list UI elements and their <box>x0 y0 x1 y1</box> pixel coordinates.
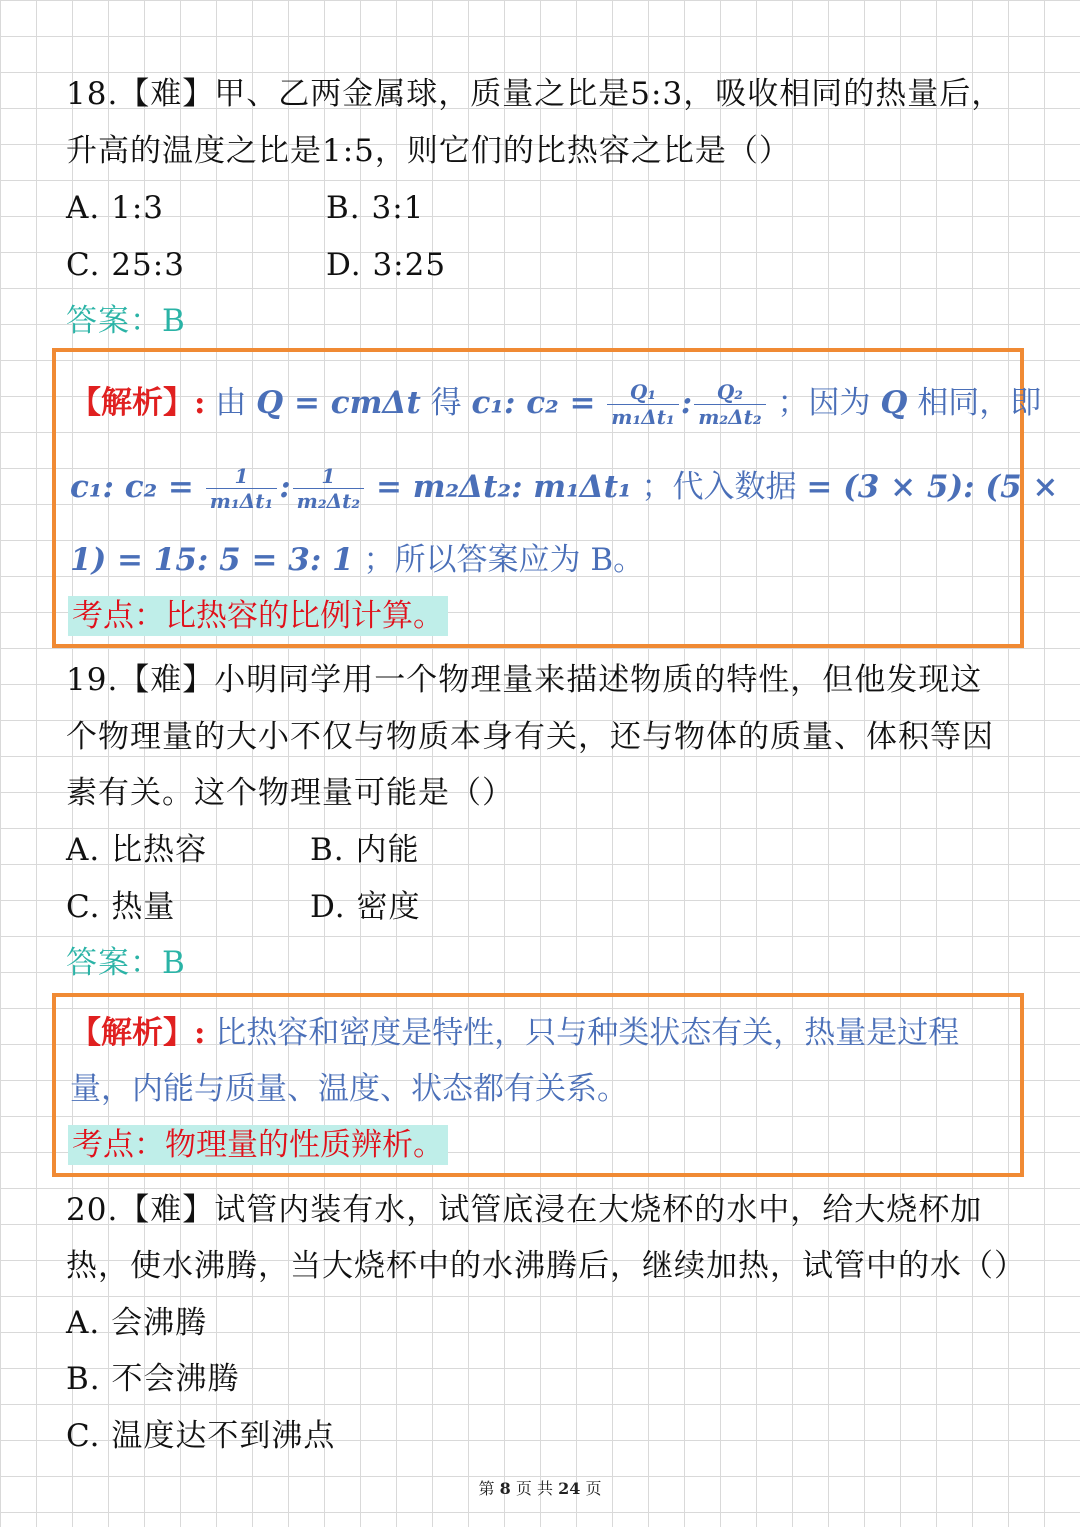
q19-stem-line2: 个物理量的大小不仅与物质本身有关，还与物体的质量、体积等因 <box>66 719 994 755</box>
q18-formula: = (3 × 5): (5 × <box>806 469 1059 505</box>
q19-text: 比热容和密度是特性，只与种类状态有关，热量是过程 <box>215 1015 960 1051</box>
q18-analysis-line3 <box>70 540 644 580</box>
q18-formula: c₁: c₂ = <box>471 385 596 421</box>
q18-analysis-line2: c₁: c₂ = $\frac{1}{\text{m₁Δt₁}}$ : $\frac{1}{\text{m₂Δt₂}}$ = m₂Δt₂: m₁Δt₁ ；代入数据 = (3 × 5): (5 × <box>70 464 1059 513</box>
q18-analysis-tag: 【解析】: <box>70 385 206 421</box>
q19-option-d: D. 密度 <box>310 889 421 925</box>
q19-stem-line3: 素有关。这个物理量可能是（） <box>66 775 514 811</box>
q18-stem-line1: 18.【难】甲、乙两金属球，质量之比是5:3，吸收相同的热量后， <box>66 76 1004 112</box>
q20-option-b: B. 不会沸腾 <box>66 1361 240 1397</box>
q18-formula: Q <box>880 385 908 421</box>
q18-text: 由 <box>215 385 247 421</box>
q19-analysis-box <box>52 993 1024 1177</box>
q18-option-c: C. 25:3 <box>66 247 185 283</box>
q19-option-a: A. 比热容 <box>66 832 208 868</box>
q18-fraction-3: $\frac{1}{\text{m₁Δt₁}}$ <box>206 464 277 513</box>
q19-analysis-line2: 量，内能与质量、温度、状态都有关系。 <box>70 1071 628 1107</box>
q18-option-d: D. 3:25 <box>326 247 447 283</box>
q19-analysis-tag: 【解析】: <box>70 1015 206 1051</box>
q19-kaodian: 考点：物理量的性质辨析。 <box>68 1125 448 1165</box>
q18-option-b: B. 3:1 <box>326 190 425 226</box>
q18-option-a: A. 1:3 <box>66 190 164 226</box>
q18-fraction-1: $\frac{\text{Q₁}}{\text{m₁Δt₁}}$ <box>607 380 678 429</box>
footer-mid: 页 共 <box>515 1479 553 1498</box>
q18-text: ；代入数据 <box>641 469 797 505</box>
q18-stem-line2: 升高的温度之比是1:5，则它们的比热容之比是（） <box>66 133 791 169</box>
q18-kaodian: 考点：比热容的比例计算。 <box>68 596 448 636</box>
q20-option-a: A. 会沸腾 <box>66 1305 208 1341</box>
q18-formula: c₁: c₂ = <box>70 469 194 505</box>
q18-fraction-2: $\frac{\text{Q₂}}{\text{m₂Δt₂}}$ <box>694 380 765 429</box>
q18-formula: Q = cmΔt <box>256 385 421 421</box>
q18-text: ；因为 <box>777 385 871 421</box>
q18-formula: 1) = 15: 5 = 3: 1 <box>70 542 354 578</box>
q18-text: 得 <box>430 385 462 421</box>
footer-prefix: 第 <box>478 1479 495 1498</box>
q18-answer: 答案：B <box>66 303 186 339</box>
q19-option-c: C. 热量 <box>66 889 176 925</box>
q18-analysis-box <box>52 348 1059 648</box>
q19-analysis-line1 <box>70 1013 959 1053</box>
q18-text: ；所以答案应为 B。 <box>363 542 645 578</box>
footer-total-pages: 24 <box>558 1479 581 1498</box>
q20-stem-line1: 20.【难】试管内装有水，试管底浸在大烧杯的水中，给大烧杯加 <box>66 1192 983 1228</box>
q19-answer: 答案：B <box>66 945 186 981</box>
q20-option-c: C. 温度达不到沸点 <box>66 1418 336 1454</box>
q18-fraction-4: $\frac{1}{\text{m₂Δt₂}}$ <box>293 464 364 513</box>
q18-analysis-line1: 【解析】: 由 Q = cmΔt 得 c₁: c₂ = $\frac{\text{Q₁}}{\text{m₁Δt₁}}$ : $\frac{\text{Q₂}}{\text{m₂Δt₂}}$ ；因为 Q 相同，即 <box>70 380 1042 429</box>
footer-suffix: 页 <box>585 1479 602 1498</box>
footer-page-number: 8 <box>499 1479 511 1498</box>
q18-formula: = m₂Δt₂: m₁Δt₁ <box>375 469 632 505</box>
q18-text: 相同，即 <box>917 385 1042 421</box>
q19-option-b: B. 内能 <box>310 832 420 868</box>
q20-stem-line2: 热，使水沸腾，当大烧杯中的水沸腾后，继续加热，试管中的水（） <box>66 1248 1026 1284</box>
page-footer <box>0 1476 1080 1499</box>
q19-stem-line1: 19.【难】小明同学用一个物理量来描述物质的特性，但他发现这 <box>66 662 983 698</box>
